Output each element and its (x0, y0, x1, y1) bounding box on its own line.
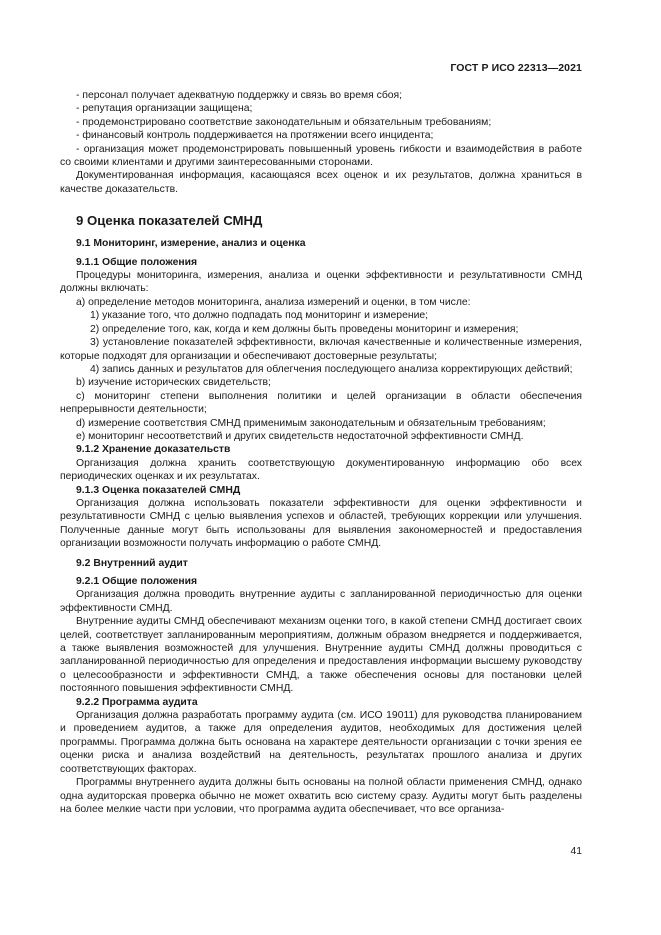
list-item: a) определение методов мониторинга, анализа измерений и оценки, в том числе: (76, 296, 471, 308)
sub-list-item: 2) определение того, как, когда и кем должны быть проведены мониторинг и измерения; (90, 323, 519, 335)
section-9-2-2-heading: 9.2.2 Программа аудита (76, 696, 198, 708)
section-9-1-heading: 9.1 Мониторинг, измерение, анализ и оценка (76, 238, 306, 250)
paragraph: Внутренние аудиты СМНД обеспечивают механизм оценки того, в какой степени СМНД достигает своих целей, соответствует запланированным мероприятиям, должным образом внедряется и поддерживается, а также выявления возможностей для улучшения. Внутренние аудиты СМНД должны проводиться с запланированной периодичностью для определения и предоставления информации высшему руководству о целесообразности и эффективности СМНД, а также обеспечения основы для постановки целей постоянного повышения эффективности СМНД. (60, 616, 582, 695)
paragraph: Организация должна разработать программу аудита (см. ИСО 19011) для руководства планированием и проведением аудитов, а также для определения аудитов, необходимых для достижения целей программы. Программа должна быть основана на характере деятельности организации с точки зрения ее оценки риска и анализа воздействий на деятельность, результатах прошлого анализа и других соответствующих факторах. (60, 710, 582, 775)
intro-list-item: - продемонстрировано соответствие законодательным и обязательным требованиям; (76, 116, 492, 128)
paragraph: Процедуры мониторинга, измерения, анализа и оценки эффективности и результативности СМНД должны включать: (60, 270, 582, 295)
list-item: c) мониторинг степени выполнения политики и целей организации в области обеспечения непрерывности деятельности; (60, 390, 582, 416)
intro-list-item: - организация может продемонстрировать повышенный уровень гибкости и взаимодействия в работе со своими клиентами и другими заинтересованными сторонами. (60, 143, 582, 169)
sub-list-item: 1) указание того, что должно подпадать под мониторинг и измерение; (90, 310, 429, 322)
list-item: b) изучение исторических свидетельств; (76, 377, 271, 389)
sub-list-item: 4) запись данных и результатов для облегчения последующего анализа корректирующих действий; (90, 363, 573, 375)
section-9-1-3-heading: 9.1.3 Оценка показателей СМНД (76, 484, 241, 496)
list-item: e) мониторинг несоответствий и других свидетельств недостаточной эффективности СМНД. (76, 430, 524, 442)
paragraph: Организация должна проводить внутренние аудиты с запланированной периодичностью для оценки эффективности СМНД. (60, 589, 582, 614)
section-9-2-heading: 9.2 Внутренний аудит (76, 557, 188, 569)
section-9-2-1-heading: 9.2.1 Общие положения (76, 576, 198, 587)
section-9-heading: 9 Оценка показателей СМНД (76, 213, 263, 229)
intro-list-item: - финансовый контроль поддерживается на протяжении всего инцидента; (76, 130, 434, 142)
section-9-1-1-heading: 9.1.1 Общие положения (76, 256, 198, 268)
intro-note: Документированная информация, касающаяся всех оценок и их результатов, должна храниться в качестве доказательств. (60, 170, 582, 195)
intro-list-item: - персонал получает адекватную поддержку и связь во время сбоя; (76, 90, 403, 101)
intro-list-item: - репутация организации защищена; (76, 103, 253, 115)
paragraph: Организация должна хранить соответствующую документированную информацию обо всех периодических оценках и их результатах. (60, 457, 582, 483)
paragraph: Программы внутреннего аудита должны быть основаны на полной области применения СМНД, однако одна аудиторская проверка обычно не может охватить всю систему сразу. Аудиты могут быть разделены на более мелкие части при условии, что программа аудита обеспечивает, что все организа- (60, 777, 582, 815)
section-9-1-2-heading: 9.1.2 Хранение доказательств (76, 444, 231, 456)
list-item: d) измерение соответствия СМНД применимым законодательным и обязательным требованиям; (76, 417, 546, 429)
standard-header: ГОСТ Р ИСО 22313—2021 (450, 62, 582, 74)
page-content (60, 89, 582, 816)
page-number: 41 (570, 846, 582, 857)
paragraph: Организация должна использовать показатели эффективности для оценки эффективности и результативности СМНД с целью выявления успехов и областей, требующих коррекции или улучшения. Полученные данные могут быть использованы для выявления закономерностей и предоставления организации возможности получать информацию о работе СМНД. (60, 497, 582, 550)
sub-list-item: 3) установление показателей эффективности, включая качественные и количественные измерения, которые подходят для организации и обеспечивают достоверные результаты; (60, 337, 582, 362)
